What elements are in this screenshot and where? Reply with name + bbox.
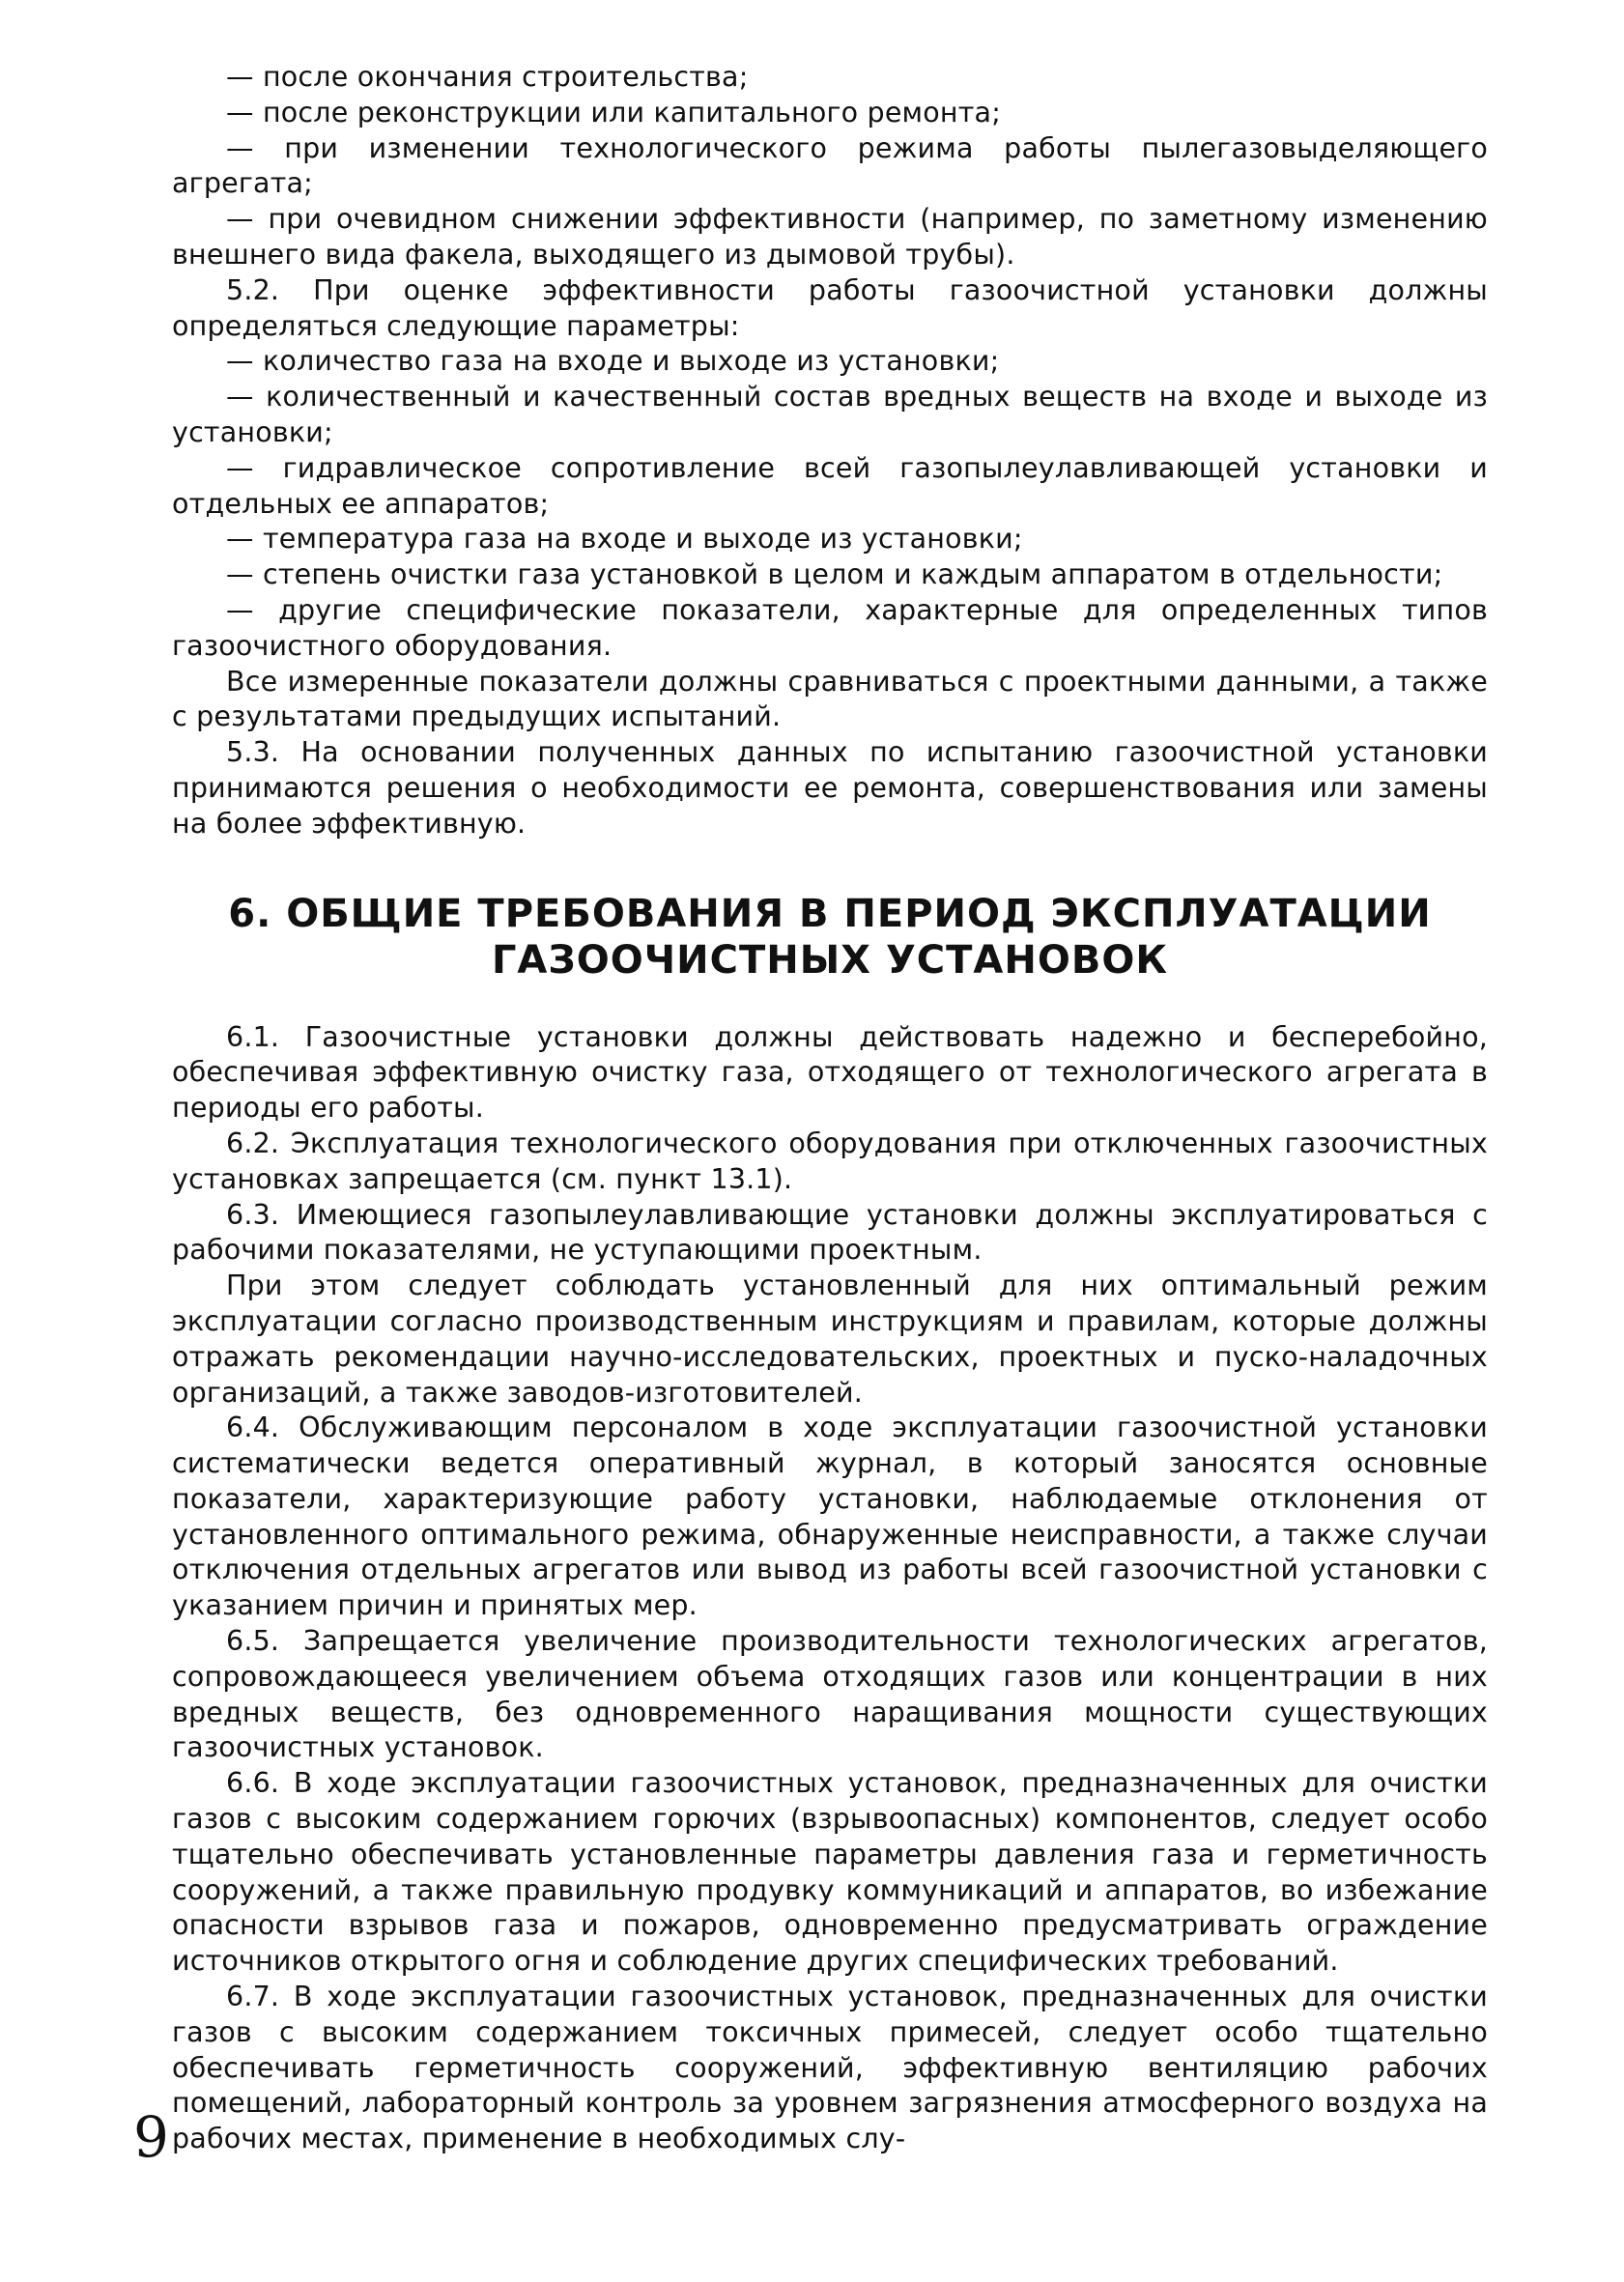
list-item: — после окончания строительства; xyxy=(226,61,749,93)
paragraph-6-7: 6.7. В ходе эксплуатации газоочистных установок, предназначенных для очистки газов с высоким содержанием токсичных примесей, следует особо тщательно обеспечивать герметичность сооружений, эффективную вентиляцию рабочих помещений, лабораторный контроль за уровнем загрязнения атмосферного воздуха на рабочих местах, применение в необходимых слу- xyxy=(172,1981,1488,2155)
list-item: — количественный и качественный состав вредных веществ на входе и выходе из установки; xyxy=(172,381,1488,448)
paragraph-6-5: 6.5. Запрещается увеличение производительности технологических агрегатов, сопровождающееся увеличением объема отходящих газов или концентрации в них вредных веществ, без одновременного наращивания мощности существующих газоочистных установок. xyxy=(172,1625,1488,1764)
page-body xyxy=(172,60,1488,2157)
paragraph-6-6: 6.6. В ходе эксплуатации газоочистных установок, предназначенных для очистки газов с высоким содержанием горючих (взрывоопасных) компонентов, следует особо тщательно обеспечивать установленные параметры давления газа и герметичность сооружений, а также правильную продувку коммуникаций и аппаратов, во избежание опасности взрывов газа и пожаров, одновременно предусматривать ограждение источников открытого огня и соблюдение других специфических требований. xyxy=(172,1767,1488,1978)
list-item: — другие специфические показатели, характерные для определенных типов газоочистного оборудования. xyxy=(172,593,1488,662)
section-6-heading xyxy=(172,891,1488,984)
list-item: — после реконструкции или капитального ремонта; xyxy=(226,96,1002,128)
section-6-heading-line2: ГАЗООЧИСТНЫХ УСТАНОВОК xyxy=(491,937,1169,983)
paragraph-compare: Все измеренные показатели должны сравниваться с проектными данными, а также с результатами предыдущих испытаний. xyxy=(172,665,1488,733)
list-item: — при очевидном снижении эффективности (например, по заметному изменению внешнего вида факела, выходящего из дымовой трубы). xyxy=(172,203,1488,271)
paragraph-5-2: 5.2. При оценке эффективности работы газоочистной установки должны определяться следующие параметры: xyxy=(172,273,1488,342)
paragraph-6-4: 6.4. Обслуживающим персоналом в ходе эксплуатации газоочистной установки систематически ведется оперативный журнал, в который заносятся основные показатели, характеризующие работу установки, наблюдаемые отклонения от установленного оптимального режима, обнаруженные неисправности, а также случаи отключения отдельных агрегатов или вывод из работы всей газоочистной установки с указанием причин и принятых мер. xyxy=(172,1412,1488,1622)
page-number: 9 xyxy=(133,2104,169,2170)
paragraph-6-3: 6.3. Имеющиеся газопылеулавливающие установки должны эксплуатироваться с рабочими показателями, не уступающими проектным. xyxy=(172,1198,1488,1267)
list-item: — при изменении технологического режима работы пылегазовыделяющего агрегата; xyxy=(172,131,1488,200)
paragraph-6-2: 6.2. Эксплуатация технологического оборудования при отключенных газоочистных установках запрещается (см. пункт 13.1). xyxy=(172,1127,1488,1195)
section-6-heading-line1: 6. ОБЩИЕ ТРЕБОВАНИЯ В ПЕРИОД ЭКСПЛУАТАЦИИ xyxy=(228,891,1432,936)
paragraph-5-3: 5.3. На основании полученных данных по испытанию газоочистной установки принимаются решения о необходимости ее ремонта, совершенствования или замены на более эффективную. xyxy=(172,736,1488,840)
list-item: — степень очистки газа установкой в целом и каждым аппаратом в отдельности; xyxy=(226,558,1443,591)
list-item: — температура газа на входе и выходе из установки; xyxy=(226,523,1023,556)
paragraph-6-1: 6.1. Газоочистные установки должны действовать надежно и бесперебойно, обеспечивая эффективную очистку газа, отходящего от технологического агрегата в периоды его работы. xyxy=(172,1020,1488,1125)
list-item: — количество газа на входе и выходе из установки; xyxy=(226,345,1000,378)
list-item: — гидравлическое сопротивление всей газопылеулавливающей установки и отдельных ее аппаратов; xyxy=(172,451,1488,520)
paragraph-6-3b: При этом следует соблюдать установленный для них оптимальный режим эксплуатации согласно производственным инструкциям и правилам, которые должны отражать рекомендации научно-исследовательских, проектных и пуско-наладочных организаций, а также заводов-изготовителей. xyxy=(172,1269,1488,1409)
